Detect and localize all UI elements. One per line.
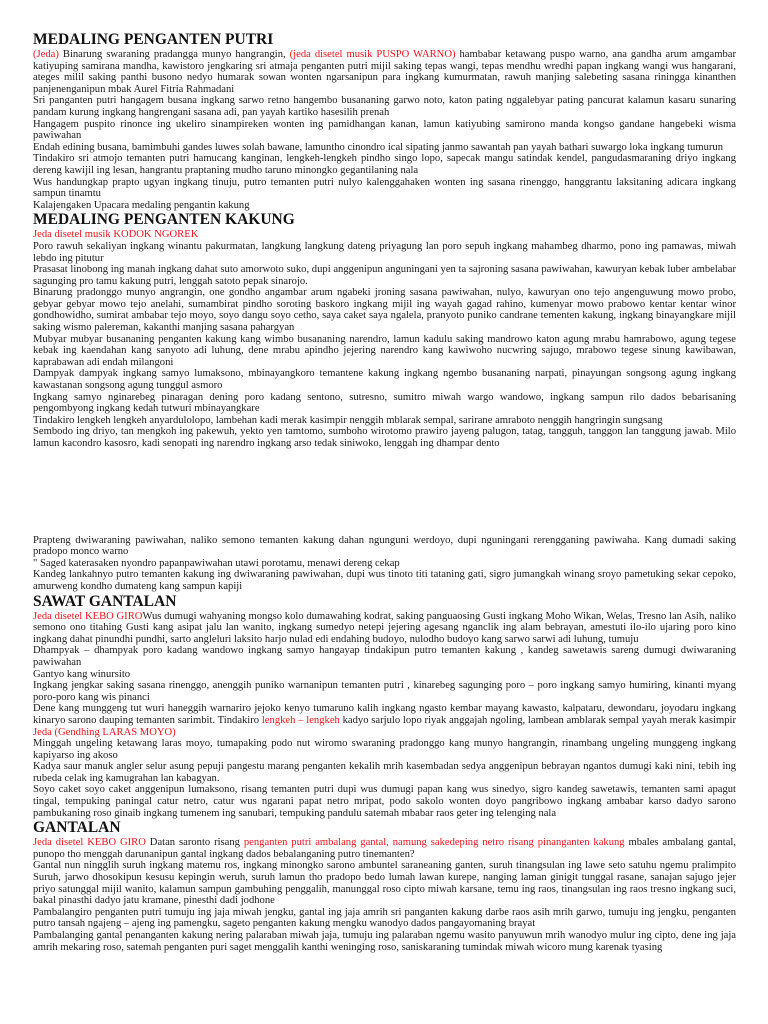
paragraph: Sri panganten putri hangagem busana ingkang sarwo retno hangembo busananing garwo noto, katon pating nggalebyar pating pancurat kalamun kasaru sunaring pandam kurung ingkang hangrengani sasana adi, pan yayah kartiko hasesilih prenah — [33, 95, 736, 118]
paragraph: Dene kang munggeng tut wuri haneggih warnariro jejoko kenyo tumaruno kalih ingkang ngasto kembar mayang kawasto, kalpataru, dewondaru, joyodaru ingkang kinaryo sarono dauping temanten sarimbit. Tindakiro lengkeh – lengkeh kadyo sarjulo lopo riyak anggajah ngoling, lambean amblarak sempal yayah merak kasimpir Jeda (Gendhing LARAS MOYO) — [33, 703, 737, 738]
paragraph: Ingkang samyo nginarebeg pinaragan dening poro kadang sentono, sutresno, sumitro miwah wargo wandowo, ingkang sampun rilo dados bebarisaning pengombyong ingkang kedah tutwuri mbinayangkare — [33, 391, 736, 415]
paragraph: Minggah ungeling ketawang laras moyo, tumapaking podo nut wiromo swaraning pradonggo kang munyo hangrangin, rinambang ungeling munggeng ingkang kapiyarso ing akoso — [33, 738, 736, 761]
paragraph: Endah edining busana, bamimbuhi gandes luwes solah bawane, lamuntho cinondro ical sipating janmo sawantah pan yayah bathari suwargo loka ingkang tumurun — [33, 141, 724, 153]
paragraph: Prasasat linobong ing manah ingkang dahat suto amorwoto suko, dupi anggenipun anguningani yen ta sajroning sasana pawiwahan, kawuryan kebak luber ambelabar sagunging pro tamu kakung putri, lenggah satoto pepak sinarojo. — [33, 264, 736, 287]
paragraph: Hangagem puspito rinonce ing ukeliro sinampireken wonten ing pamidhangan kanan, lamun katiyubing samirono manda kongso gandane hangebeki wisma pawiwahan — [33, 118, 736, 142]
music-note: Jeda (Gendhing LARAS MOYO) — [33, 726, 176, 738]
paragraph: Poro rawuh sekaliyan ingkang winantu pakurmatan, langkung langkung dateng priyagung lan poro sepuh ingkang mahambeg dharmo, pono ing pamawas, miwah lebdo ing pitutur — [33, 240, 736, 264]
paragraph: Dhampyak – dhampyak poro kadang wandowo ingkang samyo hangayap tindakipun putro temanten kakung , kandeg sawetawis sareng dumugi dwiwaraning pawiwahan — [33, 645, 736, 668]
highlight-text: lengkeh – lengkeh — [261, 714, 340, 726]
paragraph: Gantal nun ningglih suruh ingkang matemu ros, ingkang minongko sarono ambuntel saraneaning ganten, suruh tinangsulan ing lawe seto satuhu ngemu pralimpito Suruh, jarwo dhosokipun kesusu kepingin weruh, suruh lamun tho pradopo bedo lumah lawan kurepe, nanging laman ginigit tunggal rasane, sanajan sajugo jejer priyo satunggal mijil wanito, kalamun sampun gambuhing penggalih, manunggal roso cipto miwah karsane, temu ing raos, tinangsulan ing raos tresno ingkang suci, bakal pinasthi dadyo jatu kramane, pinesthi dadi jodhone — [33, 860, 736, 907]
paragraph: Gantyo kang winursito — [33, 668, 131, 680]
paragraph: Jeda disetel KEBO GIRO Datan saronto risang penganten putri ambalang gantal, namung sakedeping netro risang pinanganten kakung mbales ambalang gantal, punopo tho menggah darunanipun gantal ingkang dados bebalanganing putro tinemanten? — [33, 837, 737, 860]
paragraph: Tindakiro lengkeh lengkeh anyardulolopo, lambehan kadi merak kasimpir nenggih mblarak sempal, sarirane amraboto nenggih hangringin sungsang — [33, 414, 663, 426]
paragraph: Binarung pradonggo munyo angrangin, one gondho angambar arum ngabeki jroning sasana pawiwahan, nulyo, kawuryan ono tejo angenguwung mowo probo, gebyar gebyar mowo tejo anelahi, sumambirat pindho soroting baskoro ingkang mijil ing wayah gagad rahino, kumenyar mowo prabowo kentar kentar winor gondhowidho, sumirat ambabar tejo moyo, soyo dangu soyo cetho, saya caket saya ngalela, pranyoto puniko candrane tementen kakung, ingkang binayangkare mijil saking wismo palereman, kakanthi manjing sasana pahargyan — [33, 287, 736, 334]
paragraph: Sembodo ing driyo, tan mengkoh ing pakewuh, yekto yen tamtomo, sumboho wirotomo prawiro jayeng palugon, tatag, tangguh, tanggon lan tanggung jawab. Milo lamun kacondro kasosro, kadi senopati ing narendro ingkang arso tedak siniwoko, lenggah ing dhampar dento — [33, 426, 736, 449]
paragraph: Dampyak dampyak ingkang samyo lumaksono, mbinayangkoro temantene kakung ingkang ngembo busananing narpati, pinayungan songsong agung ingkang kawastanan songsong agung tunggul asmoro — [33, 368, 736, 392]
paragraph: Kalajengaken Upacara medaling pengantin kakung — [33, 199, 250, 211]
section-title-medaling-kakung: MEDALING PENGANTEN KAKUNG — [33, 211, 295, 229]
paragraph: Jeda disetel KEBO GIROWus dumugi wahyaning mongso kolo dumawahing kodrat, saking panguaosing Gusti ingkang Moho Wikan, Welas, Tresno lan Asih, naliko semono ono titahing Gusti kang asipat jalu lan wanito, ingkang sumedyo netepi jejering agesang nganclik ing alam bebrayan, amestuti ilo-ilo ujaring poro kino ingkang dahat pinundhi pundhi, sarto angleluri laksito harjo nulad edi endahing budoyo, nulodho budoyo kang sarwo sarwi adi luhung, tumuju — [33, 610, 736, 645]
music-note: Jeda disetel KEBO GIRO — [33, 610, 143, 622]
paragraph: Kadya saur manuk angler selur asung pepuji pangestu marang penganten kekalih mrih kasembadan sedya anggenipun bebrayan ngantos dumugi kaki nini, tebih ing rubeda celak ing kamugrahan lan kabagyan. — [33, 761, 736, 784]
paragraph: (Jeda) Binarung swaraning pradangga munyo hangrangin, (jeda disetel musik PUSPO WARNO) hambabar ketawang puspo warno, ana gandha arum amgambar katiyuping samirana mandha, kawistoro jengkaring sri atmaja penganten putri mijil saking tepas wangi, tepas mendhu wredhi papan ingkang wangi wus hangarani, ateges milil saking panthi busono nedyo humarak sowan wonten ngarsanipun para ingkang kumurmatan, rawuh manjing salebeting sasana riningga kinanthen panjenenganipun mbak Aurel Fitria Rahmadani — [33, 49, 736, 95]
paragraph: Kandeg lankahnyo putro temanten kakung ing dwiwaraning pawiwahan, dupi wus tinoto titi tataning gati, sigro jumangkah winang sroyo pametuking sekar cepoko, amurweng kondho dumateng kang sampun kapiji — [33, 569, 736, 592]
paragraph: Prapteng dwiwaraning pawiwahan, naliko semono temanten kakung dahan ngunguni werdoyo, dupi nguningani rerengganing pawiwaha. Kang dumadi saking pradopo monco warno — [33, 534, 736, 558]
section-title-medaling-putri: MEDALING PENGANTEN PUTRI — [33, 31, 274, 48]
paragraph: Pambalangiro penganten putri tumuju ing jaja miwah jengku, gantal ing jaja amrih sri panganten kakung darbe raos asih mrih garwo, tumuju ing jengku, penganten putro tansah ngajeng – ajeng ing pamengku, sageto penganten kakung mengku wanodyo dados pangayomaning brayat — [33, 906, 736, 930]
music-note: Jeda disetel KEBO GIRO — [33, 837, 146, 849]
blank-space — [33, 450, 736, 535]
highlight-text: penganten putri ambalang gantal, namung sakedeping netro risang pinanganten kakung — [243, 837, 625, 849]
paragraph: Soyo caket soyo caket anggenipun lumaksono, risang temanten putri dupi wus dumugi papan kang wus sinedyo, sigro kandeg sawetawis, temanten sami apagut tingal, tempuking paningal catur netro, catur wus ngarani papat netro mripat, podo sakolo wonten doyo pangribowo ingkang ambabar karso dadyo sarono pambukaning roso ginaib ingkang tumenem ing sanubari, tempuking pandulu satemah mbabar raos geter ing telenging nala — [33, 784, 736, 819]
music-note: Jeda disetel musik KODOK NGOREK — [33, 229, 199, 241]
section-title-sawat-gantalan: SAWAT GANTALAN — [33, 592, 177, 610]
paragraph: Wus handungkap prapto ugyan ingkang tinuju, putro temanten putri nulyo kalenggahaken wonten ing sasana rinenggo, hanggrantu laksitaning adicara ingkang sampun tinamtu — [33, 176, 736, 200]
paragraph: " Saged katerasaken nyondro papanpawiwahan utawi porotamu, menawi dereng cekap — [33, 557, 400, 569]
jeda-note: (Jeda) — [33, 49, 59, 60]
music-note: (jeda disetel musik PUSPO WARNO) — [289, 49, 456, 60]
paragraph: Tindakiro sri atmojo temanten putri hamucang kanginan, lengkeh-lengkeh pindho singo lopo, sapecak mangu satindak kendel, pangudasmaraning driyo ingkang dereng kawijil ing lesan, hangrantu praptaning mudho taruno minongko gegantilaning nala — [33, 153, 736, 176]
section-title-gantalan: GANTALAN — [33, 819, 121, 837]
document-page — [33, 32, 736, 953]
paragraph: Ingkang jengkar saking sasana rinenggo, anenggih puniko warnanipun temanten putri , kinarebeg sagunging poro – poro ingkang samyo humiring, kinanti myang poro-poro kang wis pinanci — [33, 680, 736, 703]
paragraph: Pambalanging gantal penanganten kakung nering palaraban miwah jaja, tumuju ing palaraban ngemu wasito panyuwun mrih wanodyo mulur ing cipto, dene ing jaja amrih mekaring roso, satemah penganten puri saget menggalih kanthi weninging roso, saniskaraning tumindak miwah wicoro mung karenak tyasing — [33, 930, 736, 953]
paragraph: Mubyar mubyar busananing penganten kakung kang wimbo busananing narendro, lamun kadulu saking mandrowo katon agung mrabu hamrabowo, agung tegese kebak ing kaendahan kang sanyoto adi luhung, dene mrabu apindho jejering narendro kang kawiwoho nucwring sajugo, mrabowo tegese sinung kawibawan, kaprabawan adi endah milangoni — [33, 333, 736, 368]
